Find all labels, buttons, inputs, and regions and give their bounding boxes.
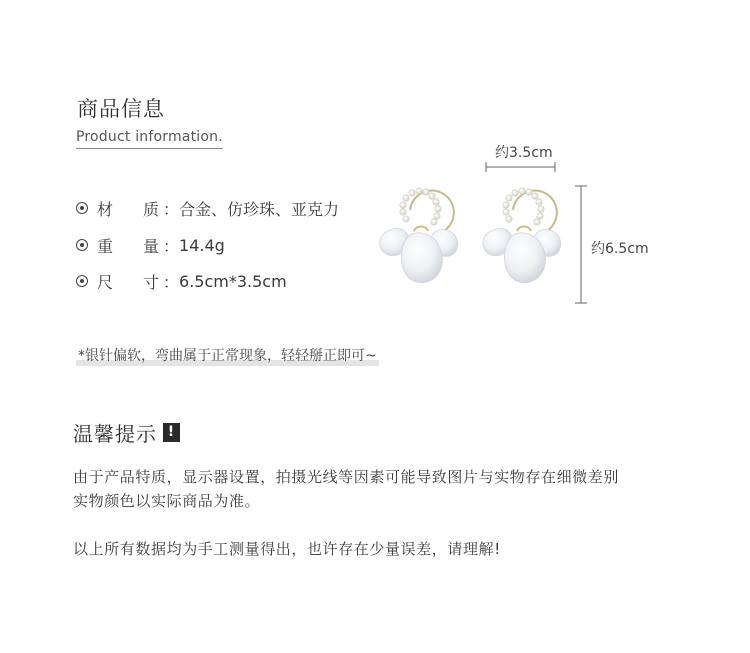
tips-title: 温馨提示: [73, 422, 157, 446]
product-image: [370, 135, 670, 315]
width-label: 约3.5cm: [495, 145, 553, 161]
height-label: 约6.5cm: [591, 241, 649, 257]
spec-colon: ：: [163, 236, 180, 256]
exclamation-icon: !: [163, 423, 180, 442]
bullet-icon: [76, 239, 88, 251]
earring-left: [380, 188, 458, 283]
spec-row-size: [76, 269, 287, 293]
tips-line-2: 实物颜色以实际商品为准。: [73, 492, 261, 510]
width-dimension-marker: [486, 162, 555, 172]
section-title: 商品信息: [77, 97, 165, 121]
bullet-icon: [76, 275, 88, 287]
spec-key-char2: 量: [143, 236, 160, 256]
earring-right: [483, 188, 561, 283]
spec-key-char2: 寸: [143, 272, 160, 292]
spec-key-char1: 重: [97, 236, 114, 256]
height-dimension-marker: [575, 186, 587, 303]
tips-heading: [73, 418, 180, 447]
care-note: *银针偏软，弯曲属于正常现象，轻轻掰正即可~: [76, 345, 379, 366]
spec-key-char1: 材: [97, 199, 114, 219]
bullet-icon: [76, 202, 88, 214]
spec-value: 14.4g: [179, 235, 225, 255]
spec-colon: ：: [163, 199, 180, 219]
spec-value: 合金、仿珍珠、亚克力: [179, 199, 340, 219]
spec-row-weight: [76, 233, 225, 257]
spec-value: 6.5cm*3.5cm: [179, 271, 287, 291]
spec-row-material: [76, 196, 339, 220]
spec-colon: ：: [163, 272, 180, 292]
tips-line-1: 由于产品特质，显示器设置，拍摄光线等因素可能导致图片与实物存在细微差别: [73, 468, 620, 486]
spec-key-char1: 尺: [97, 272, 114, 292]
spec-key-char2: 质: [143, 199, 160, 219]
tips-line-3: 以上所有数据均为手工测量得出，也许存在少量误差，请理解!: [73, 540, 501, 558]
section-subtitle: Product information.: [76, 129, 223, 149]
